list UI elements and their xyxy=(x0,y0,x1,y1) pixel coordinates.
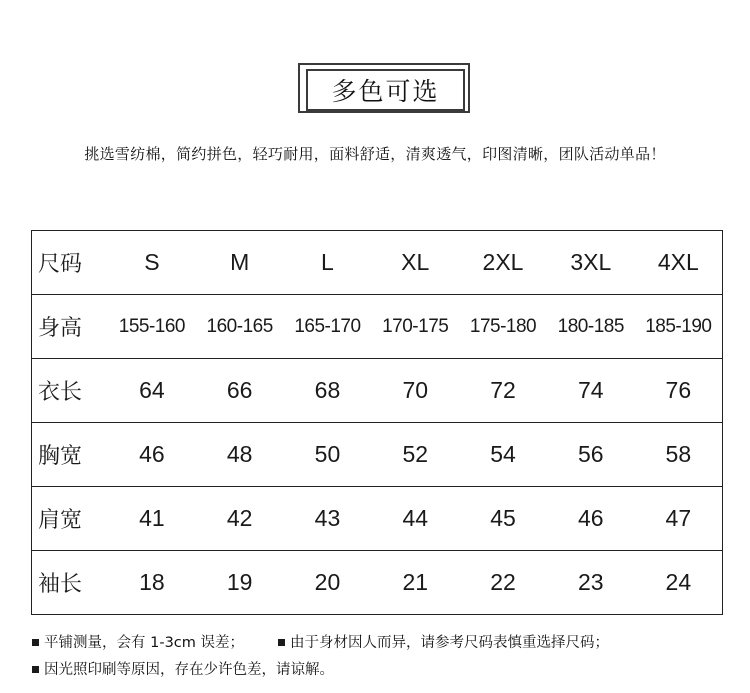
bullet-square-icon xyxy=(32,639,39,646)
table-cell: 24 xyxy=(635,551,723,615)
bullet-square-icon xyxy=(278,639,285,646)
table-cell: 23 xyxy=(547,551,635,615)
row-label: 袖长 xyxy=(32,551,109,615)
size-header-cell: M xyxy=(196,231,284,295)
table-cell: 72 xyxy=(459,359,547,423)
note-text: 由于身材因人而异，请参考尺码表慎重选择尺码； xyxy=(290,635,609,651)
table-row-chest xyxy=(32,423,723,487)
table-cell: 76 xyxy=(635,359,723,423)
table-cell: 44 xyxy=(371,487,459,551)
table-cell: 22 xyxy=(459,551,547,615)
table-cell: 48 xyxy=(196,423,284,487)
size-header-row xyxy=(32,231,723,295)
note-line xyxy=(32,657,742,684)
table-cell: 21 xyxy=(371,551,459,615)
size-header-cell: 2XL xyxy=(459,231,547,295)
row-label: 胸宽 xyxy=(32,423,109,487)
note-item xyxy=(32,630,244,657)
table-row-height xyxy=(32,295,723,359)
table-cell: 170-175 xyxy=(371,295,459,359)
table-cell: 19 xyxy=(196,551,284,615)
table-cell: 50 xyxy=(284,423,372,487)
table-cell: 68 xyxy=(284,359,372,423)
table-cell: 46 xyxy=(547,487,635,551)
size-header-cell: L xyxy=(284,231,372,295)
table-cell: 42 xyxy=(196,487,284,551)
table-cell: 20 xyxy=(284,551,372,615)
table-cell: 74 xyxy=(547,359,635,423)
note-text: 因光照印刷等原因，存在少许色差，请谅解。 xyxy=(44,662,334,678)
size-header-cell: XL xyxy=(371,231,459,295)
note-text: 平铺测量，会有 1-3cm 误差； xyxy=(44,635,244,651)
table-cell: 45 xyxy=(459,487,547,551)
note-line xyxy=(32,630,742,657)
table-cell: 64 xyxy=(108,359,196,423)
table-row-shoulder xyxy=(32,487,723,551)
table-cell: 70 xyxy=(371,359,459,423)
table-cell: 43 xyxy=(284,487,372,551)
table-cell: 66 xyxy=(196,359,284,423)
size-header-cell: 4XL xyxy=(635,231,723,295)
row-label: 肩宽 xyxy=(32,487,109,551)
table-cell: 47 xyxy=(635,487,723,551)
table-cell: 58 xyxy=(635,423,723,487)
page-title: 多色可选 xyxy=(306,69,465,111)
table-row-length xyxy=(32,359,723,423)
note-item xyxy=(278,630,609,657)
table-row-sleeve xyxy=(32,551,723,615)
table-cell: 185-190 xyxy=(635,295,723,359)
notes-section xyxy=(32,630,742,684)
table-cell: 54 xyxy=(459,423,547,487)
size-header-cell: S xyxy=(108,231,196,295)
row-label: 衣长 xyxy=(32,359,109,423)
table-cell: 180-185 xyxy=(547,295,635,359)
table-cell: 46 xyxy=(108,423,196,487)
table-cell: 155-160 xyxy=(108,295,196,359)
note-item xyxy=(32,657,334,684)
size-chart-table xyxy=(31,230,723,615)
bullet-square-icon xyxy=(32,666,39,673)
table-cell: 165-170 xyxy=(284,295,372,359)
product-description: 挑选雪纺棉，简约拼色，轻巧耐用，面料舒适，清爽透气，印图清晰，团队活动单品！ xyxy=(84,145,666,163)
size-header-cell: 3XL xyxy=(547,231,635,295)
table-cell: 52 xyxy=(371,423,459,487)
table-cell: 160-165 xyxy=(196,295,284,359)
size-header-label: 尺码 xyxy=(32,231,109,295)
row-label: 身高 xyxy=(32,295,109,359)
table-cell: 56 xyxy=(547,423,635,487)
table-cell: 175-180 xyxy=(459,295,547,359)
table-cell: 41 xyxy=(108,487,196,551)
table-cell: 18 xyxy=(108,551,196,615)
